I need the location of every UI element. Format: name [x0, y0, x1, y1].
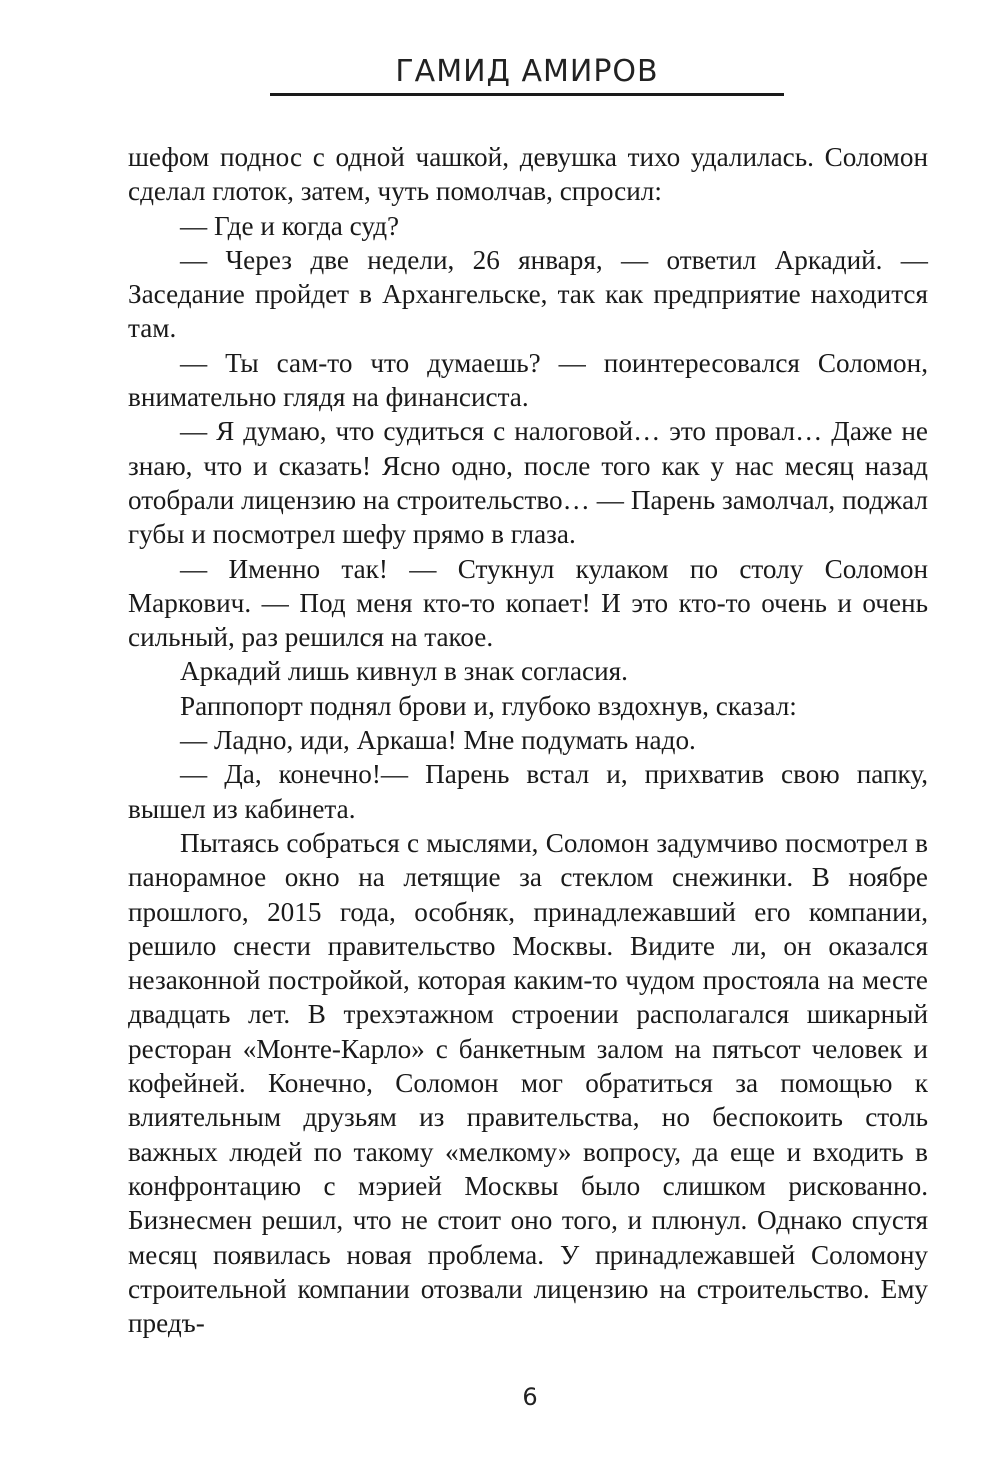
- paragraph: — Именно так! — Стукнул кулаком по столу Соломон Маркович. — Под меня кто-то копает! И это кто-то очень и очень сильный, раз решился на такое.: [128, 553, 928, 653]
- paragraph: — Да, конечно!— Парень встал и, прихватив свою папку, вышел из кабинета.: [128, 759, 928, 824]
- paragraph: шефом поднос с одной чашкой, девушка тихо удалилась. Соломон сделал глоток, затем, чуть помолчав, спросил:: [128, 142, 928, 207]
- paragraph: Аркадий лишь кивнул в знак согласия.: [180, 656, 628, 687]
- running-head-author: ГАМИД АМИРОВ: [395, 54, 659, 89]
- paragraph: — Я думаю, что судиться с налоговой… это провал… Даже не знаю, что и сказать! Ясно одно, после того как у нас месяц назад отобрали лицензию на строительство… — Парень замолчал, поджал губы и посмотрел шефу прямо в глаза.: [128, 416, 928, 550]
- paragraph: — Через две недели, 26 января, — ответил Аркадий. — Заседание пройдет в Архангельске, так как предприятие находится там.: [128, 244, 928, 344]
- paragraph: — Где и когда суд?: [180, 210, 400, 241]
- page-number: 6: [522, 1383, 538, 1411]
- paragraph: — Ладно, иди, Аркаша! Мне подумать надо.: [180, 725, 696, 756]
- header-rule: [270, 93, 784, 96]
- paragraph: — Ты сам-то что думаешь? — поинтересовался Соломон, внимательно глядя на финансиста.: [128, 347, 928, 413]
- body-text: [128, 140, 928, 1340]
- paragraph: Раппопорт поднял брови и, глубоко вздохнув, сказал:: [180, 690, 797, 721]
- paragraph: Пытаясь собраться с мыслями, Соломон задумчиво посмотрел в панорамное окно на летящие за стеклом снежинки. В ноябре прошлого, 2015 года, особняк, принадлежавший его компании, решило снести правительство Москвы. Видите ли, он оказался незаконной постройкой, которая каким-то чудом простояла на месте двадцать лет. В трехэтажном строении располагался шикарный ресторан «Монте-Карло» с банкетным залом на пятьсот человек и кофейней. Конечно, Соломон мог обратиться за помощью к влиятельным друзьям из правительства, но беспокоить столь важных людей по такому «мелкому» вопросу, да еще и входить в конфронтацию с мэрией Москвы было слишком рискованно. Бизнесмен решил, что не стоит оно того, и плюнул. Однако спустя месяц появилась новая проблема. У принадлежавшей Соломону строительной компании отозвали лицензию на строительство. Ему предъ-: [128, 827, 928, 1339]
